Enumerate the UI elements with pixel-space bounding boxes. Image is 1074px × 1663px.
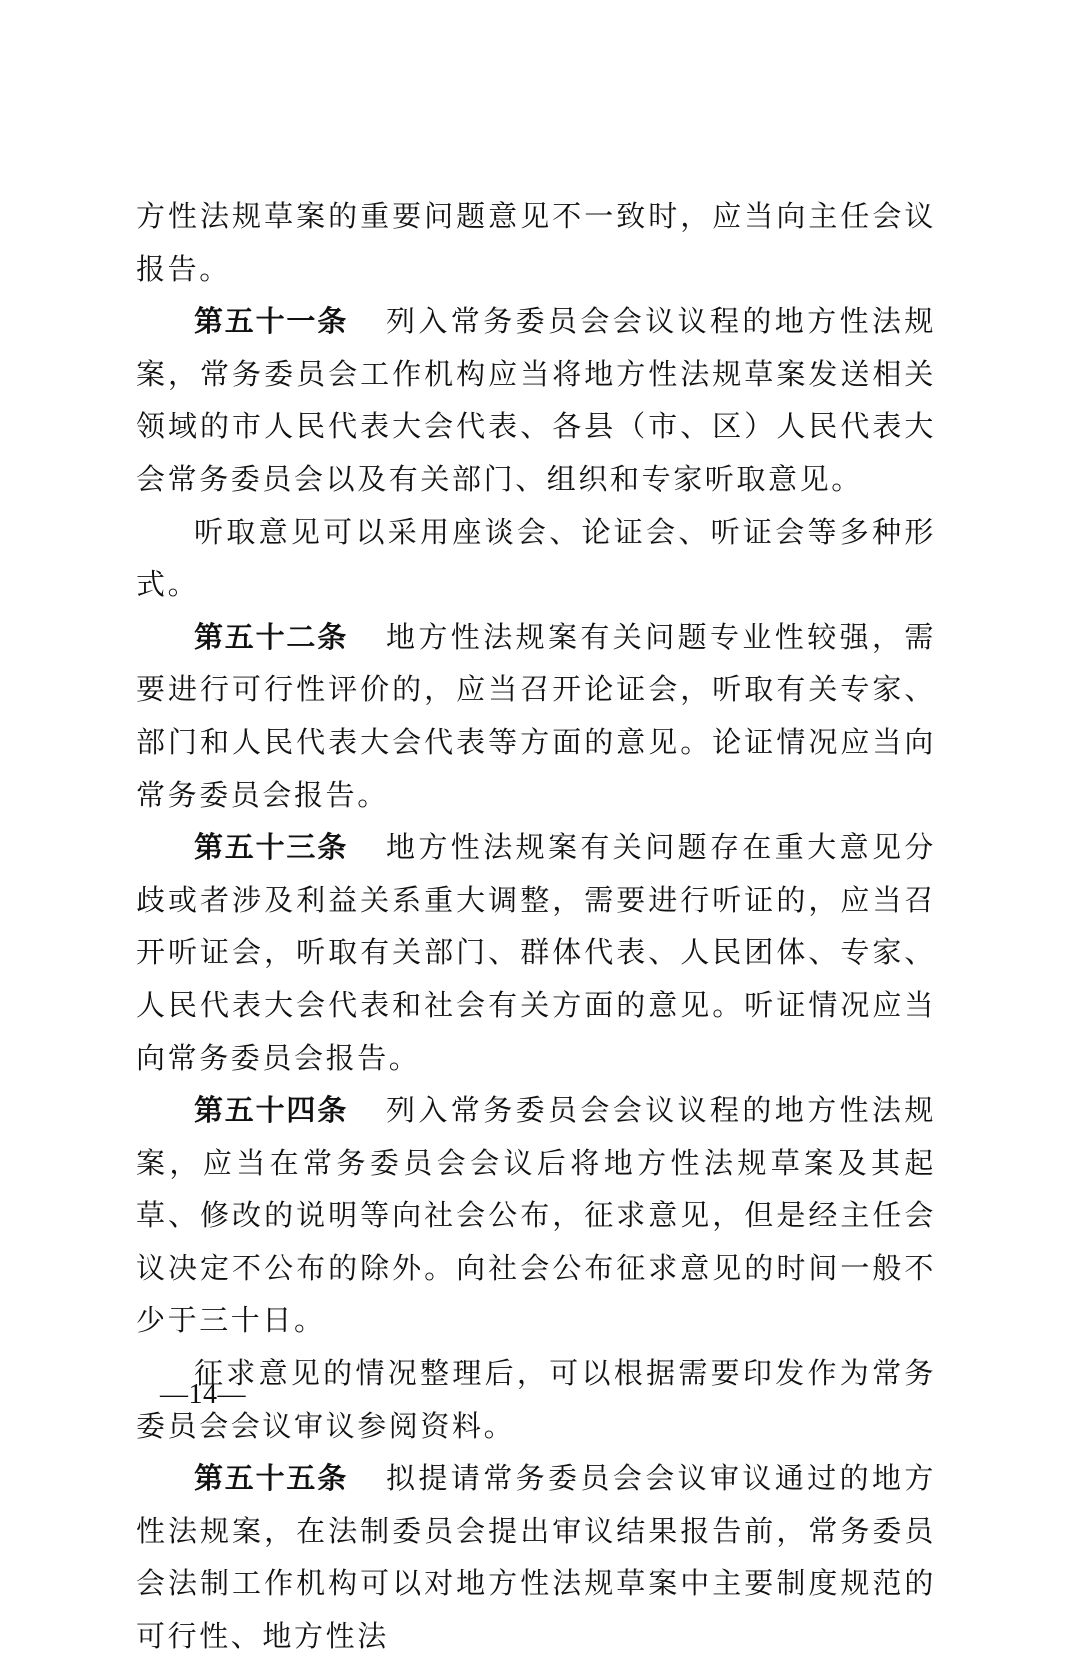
document-body [136, 190, 936, 1663]
page-number: —14— [160, 1379, 246, 1410]
article-51 [136, 295, 936, 505]
paragraph-forms [136, 506, 936, 611]
paragraph-continuation [136, 190, 936, 295]
article-text: 拟提请常务委员会会议审议通过的地方性法规案，在法制委员会提出审议结果报告前，常务委员会法制工作机构可以对地方性法规草案中主要制度规范的可行性、地方性法 [136, 1461, 936, 1654]
article-text: 地方性法规案有关问题存在重大意见分歧或者涉及利益关系重大调整，需要进行听证的，应当召开听证会，听取有关部门、群体代表、人民团体、专家、人民代表大会代表和社会有关方面的意见。听证情况应当向常务委员会报告。 [136, 830, 936, 1075]
article-heading: 第五十一条 [194, 304, 348, 339]
article-text: 地方性法规案有关问题专业性较强，需要进行可行性评价的，应当召开论证会，听取有关专家、部门和人民代表大会代表等方面的意见。论证情况应当向常务委员会报告。 [136, 619, 936, 812]
paragraph-text: 听取意见可以采用座谈会、论证会、听证会等多种形式。 [136, 514, 936, 602]
article-54 [136, 1084, 936, 1347]
article-55 [136, 1452, 936, 1662]
article-52 [136, 611, 936, 821]
article-text: 列入常务委员会会议议程的地方性法规案，常务委员会工作机构应当将地方性法规草案发送相关领域的市人民代表大会代表、各县（市、区）人民代表大会常务委员会以及有关部门、组织和专家听取意见。 [136, 304, 936, 496]
article-heading: 第五十四条 [194, 1093, 348, 1128]
article-heading: 第五十二条 [194, 619, 348, 654]
paragraph-text: 方性法规草案的重要问题意见不一致时，应当向主任会议报告。 [136, 199, 936, 286]
article-heading: 第五十三条 [194, 830, 348, 865]
article-53 [136, 821, 936, 1084]
article-heading: 第五十五条 [194, 1461, 348, 1496]
paragraph-text: 征求意见的情况整理后，可以根据需要印发作为常务委员会会议审议参阅资料。 [136, 1356, 936, 1443]
article-text: 列入常务委员会会议议程的地方性法规案，应当在常务委员会会议后将地方性法规草案及其起草、修改的说明等向社会公布，征求意见，但是经主任会议决定不公布的除外。向社会公布征求意见的时间一般不少于三十日。 [136, 1093, 936, 1338]
paragraph-opinions [136, 1347, 936, 1452]
